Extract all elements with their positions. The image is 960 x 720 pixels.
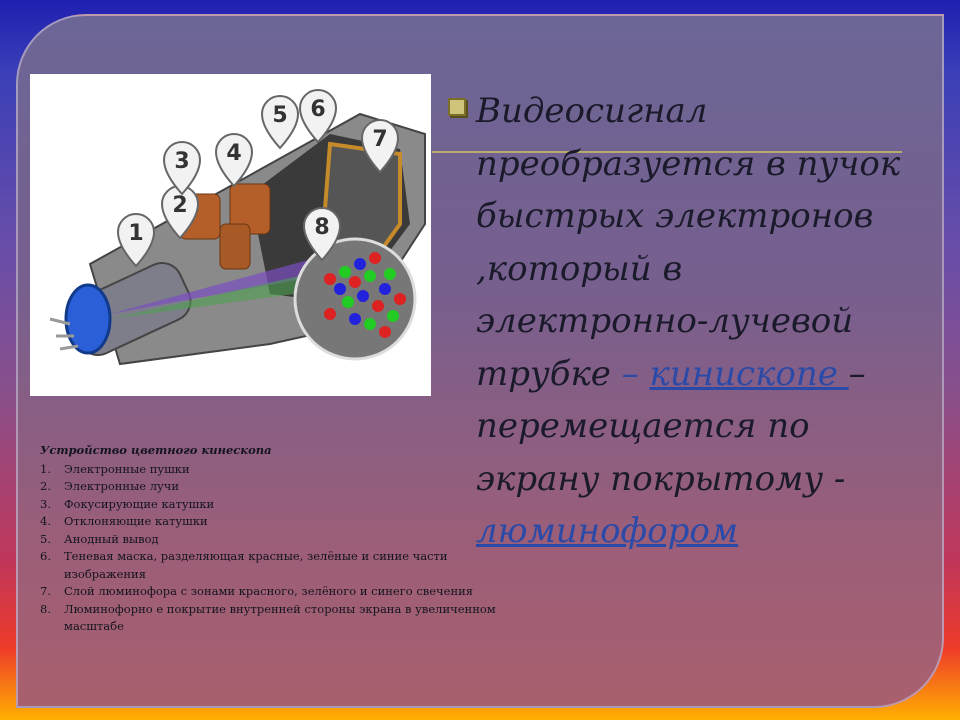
legend bbox=[40, 442, 520, 636]
list-item-number: 2. bbox=[40, 479, 51, 493]
list-item-number: 6. bbox=[40, 549, 51, 563]
list-item-text: Теневая маска, разделяющая красные, зелёные и синие части изображения bbox=[64, 549, 448, 581]
phosphor-link[interactable]: люминофором bbox=[476, 511, 739, 551]
legend-title: Устройство цветного кинескопа bbox=[40, 443, 272, 457]
list-item-text: Электронные лучи bbox=[64, 479, 180, 493]
marker-2: 2 bbox=[172, 193, 188, 218]
main-bullet-text bbox=[476, 85, 906, 558]
list-item bbox=[40, 583, 520, 601]
list-item bbox=[40, 513, 520, 531]
kinescope-drawing bbox=[30, 74, 431, 396]
list-item-number: 3. bbox=[40, 496, 51, 511]
marker-5: 5 bbox=[272, 103, 288, 128]
kinescope-illustration bbox=[30, 74, 431, 396]
list-item bbox=[40, 461, 520, 479]
marker-8: 8 bbox=[314, 215, 330, 240]
marker-1: 1 bbox=[128, 221, 144, 246]
marker-6: 6 bbox=[310, 97, 326, 122]
bullet-text-middle: – перемещается по экрану покрытому - bbox=[476, 353, 866, 499]
list-item bbox=[40, 601, 520, 636]
list-item-text: Анодный вывод bbox=[64, 531, 159, 546]
list-item bbox=[40, 531, 520, 549]
list-item bbox=[40, 478, 520, 496]
bullet-text-intro: Видеосигнал преобразуется в пучок быстрых электронов ,который в электронно-лучевой трубке bbox=[476, 91, 901, 394]
bullet-square-icon bbox=[448, 98, 466, 116]
list-item-number: 7. bbox=[40, 584, 51, 598]
kinescope-link[interactable]: кинископе bbox=[649, 353, 849, 394]
marker-4: 4 bbox=[226, 141, 242, 166]
list-item-text: Слой люминофора с зонами красного, зелёного и синего свечения bbox=[64, 584, 474, 598]
list-item-number: 8. bbox=[40, 601, 51, 616]
marker-3: 3 bbox=[174, 149, 190, 174]
legend-list bbox=[40, 461, 520, 636]
list-item-number: 1. bbox=[40, 461, 51, 476]
list-item-text: Электронные пушки bbox=[64, 461, 190, 476]
marker-7: 7 bbox=[372, 127, 388, 152]
bullet-text-dash: – bbox=[621, 353, 650, 394]
list-item-text: Фокусирующие катушки bbox=[64, 496, 215, 511]
list-item-text: Отклоняющие катушки bbox=[64, 514, 208, 528]
list-item-number: 4. bbox=[40, 514, 51, 528]
list-item-number: 5. bbox=[40, 531, 51, 546]
list-item-text: Люминофорно е покрытие внутренней стороны экрана в увеличенном масштабе bbox=[64, 601, 496, 633]
list-item bbox=[40, 548, 520, 583]
list-item bbox=[40, 496, 520, 514]
